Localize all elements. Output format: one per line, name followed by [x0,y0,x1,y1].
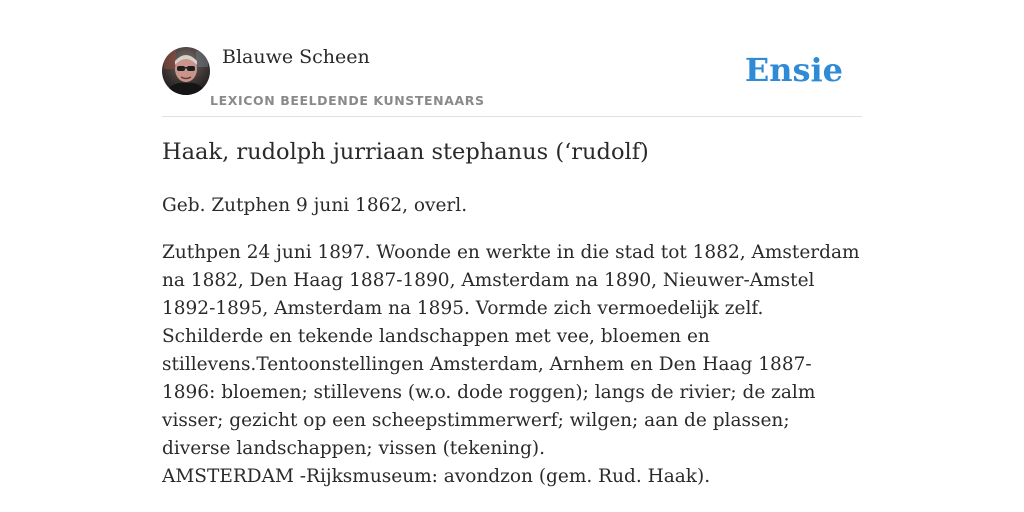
brand-logo[interactable]: Ensie [744,51,843,89]
article-paragraph: AMSTERDAM -Rijksmuseum: avondzon (gem. Rud. Haak). [162,466,711,487]
author-name[interactable]: Blauwe Scheen [222,46,370,68]
article-paragraph: Geb. Zutphen 9 juni 1862, overl. [162,195,468,216]
author-avatar[interactable] [162,47,210,95]
article-title: Haak, rudolph jurriaan stephanus (‘rudolf) [162,139,649,165]
category-label[interactable]: LEXICON BEELDENDE KUNSTENAARS [210,93,485,108]
article-paragraph: Zuthpen 24 juni 1897. Woonde en werkte in die stad tot 1882, Amsterdam na 1882, Den Haag 1887-1890, Amsterdam na 1890, Nieuwer-Amstel 1892-1895, Amsterdam na 1895. Vormde zich vermoedelijk zelf. Schilderde en tekende landschappen met vee, bloemen en stillevens.Tentoonstellingen Amsterdam, Arnhem en Den Haag 1887-1896: bloemen; stillevens (w.o. dode roggen); langs de rivier; de zalm visser; gezicht op een scheepstimmerwerf; wilgen; aan de plassen; diverse landschappen; vissen (tekening). [162,242,860,459]
avatar-photo [162,47,210,95]
article-header [162,45,862,117]
